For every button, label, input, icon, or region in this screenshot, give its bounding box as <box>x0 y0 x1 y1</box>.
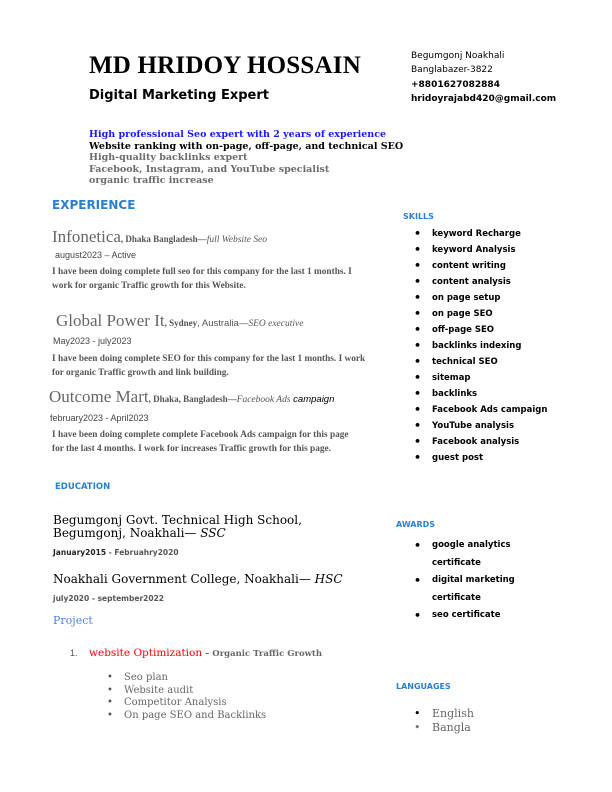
project-title: website Optimization <box>89 647 203 659</box>
location: , Dhaka, Bangladesh— <box>148 394 237 404</box>
summary-line: organic traffic increase <box>89 175 214 186</box>
project-item: • On page SEO and Backlinks <box>107 709 267 721</box>
date-start: January2015 <box>53 548 107 557</box>
job-date: february2023 - April2023 <box>50 413 149 423</box>
location: , Dhaka Bangladesh— <box>120 234 207 244</box>
school-name: Begumgonj Govt. Technical High School, Begumgonj, Noakhali— <box>53 513 302 540</box>
candidate-name: MD HRIDOY HOSSAIN <box>89 52 361 79</box>
education-date: july2020 - september2022 <box>53 594 165 603</box>
summary-line: Facebook, Instagram, and YouTube specialist <box>89 163 330 175</box>
education-school <box>53 573 373 586</box>
project-number: 1. <box>70 648 78 658</box>
education-heading: EDUCATION <box>55 482 111 492</box>
email: hridoyrajabd420@gmail.com <box>411 93 557 104</box>
job-date: May2023 - july2023 <box>53 336 132 346</box>
education-school <box>53 514 373 540</box>
languages-heading: LANGUAGES <box>396 682 451 691</box>
project-subtitle: – Organic Traffic Growth <box>202 649 323 659</box>
phone: +8801627082884 <box>411 79 500 90</box>
skill-item: • Facebook Ads campaign <box>414 402 547 418</box>
project-item: • Website audit <box>107 684 194 696</box>
company: Infonetica <box>52 227 121 246</box>
job-description: I have been doing complete SEO for this company for the last 1 months. I work for organic Traffic growth and link building. <box>52 354 366 378</box>
skills-heading: SKILLS <box>403 212 434 221</box>
skill-item: • off-page SEO <box>414 322 547 338</box>
degree: HSC <box>314 572 343 586</box>
skill-item: • on page setup <box>414 290 547 306</box>
project <box>70 643 322 722</box>
company: Global Power It <box>56 311 165 330</box>
language-item: • English <box>414 707 474 720</box>
skill-item: • sitemap <box>414 370 547 386</box>
position: Facebook Ads <box>236 395 291 405</box>
job-description: I have been doing complete complete Facebook Ads campaign for this page for the last 4 months. I work for increases Traffic growth for this page. <box>52 430 349 454</box>
skill-item: • technical SEO <box>414 354 547 370</box>
job-date: august2023 – Active <box>55 250 137 260</box>
job-title <box>49 387 334 407</box>
position: SEO executive <box>248 319 304 329</box>
skill-item: • Facebook analysis <box>414 434 547 450</box>
address-line-2: Banglabazer-3822 <box>411 65 493 76</box>
award-item: • google analytics certificate <box>414 537 534 572</box>
skill-item: • guest post <box>414 450 547 466</box>
education-date <box>53 548 179 557</box>
skill-item: • keyword Analysis <box>414 242 547 258</box>
job-description: I have been doing complete full seo for this company for the last 1 months. I work for organic Traffic growth for this Website. <box>52 267 352 291</box>
project-item: • Competitor Analysis <box>107 697 227 708</box>
school-name: Noakhali Government College, Noakhali— <box>53 572 315 586</box>
language-item: • Bangla <box>414 721 471 734</box>
summary-line: Website ranking with on-page, off-page, and technical SEO <box>89 140 404 152</box>
award-item: • digital marketing certificate <box>414 572 534 607</box>
job-title <box>52 227 267 247</box>
awards-list <box>414 537 534 625</box>
company: Outcome Mart <box>49 387 149 406</box>
skill-item: • backlinks <box>414 386 547 402</box>
skill-item: • backlinks indexing <box>414 338 547 354</box>
project-heading: Project <box>53 614 93 627</box>
address-line-1: Begumgonj Noakhali <box>411 51 505 61</box>
skills-list <box>414 226 547 466</box>
experience-heading: EXPERIENCE <box>52 198 136 212</box>
languages-list <box>414 707 474 735</box>
skill-item: • content analysis <box>414 274 547 290</box>
position: full Website Seo <box>206 235 268 245</box>
degree: SSC <box>200 526 226 540</box>
date-end: - Februahry2020 <box>106 548 179 557</box>
summary-line: High professional Seo expert with 2 years of experience <box>89 129 387 140</box>
position-extra: campaign <box>290 394 335 405</box>
job-role: Digital Marketing Expert <box>89 88 269 103</box>
summary <box>89 129 403 187</box>
award-item: • seo certificate <box>414 607 534 625</box>
skill-item: • YouTube analysis <box>414 418 547 434</box>
location-country: , Australia— <box>197 318 249 329</box>
skill-item: • on page SEO <box>414 306 547 322</box>
summary-line: High-quality backlinks expert <box>89 152 248 163</box>
project-item: • Seo plan <box>107 672 168 683</box>
awards-heading: AWARDS <box>396 520 436 529</box>
location: , Sydney <box>164 318 198 328</box>
job-title <box>56 311 303 331</box>
skill-item: • keyword Recharge <box>414 226 547 242</box>
skill-item: • content writing <box>414 258 547 274</box>
contact-block <box>411 49 556 106</box>
